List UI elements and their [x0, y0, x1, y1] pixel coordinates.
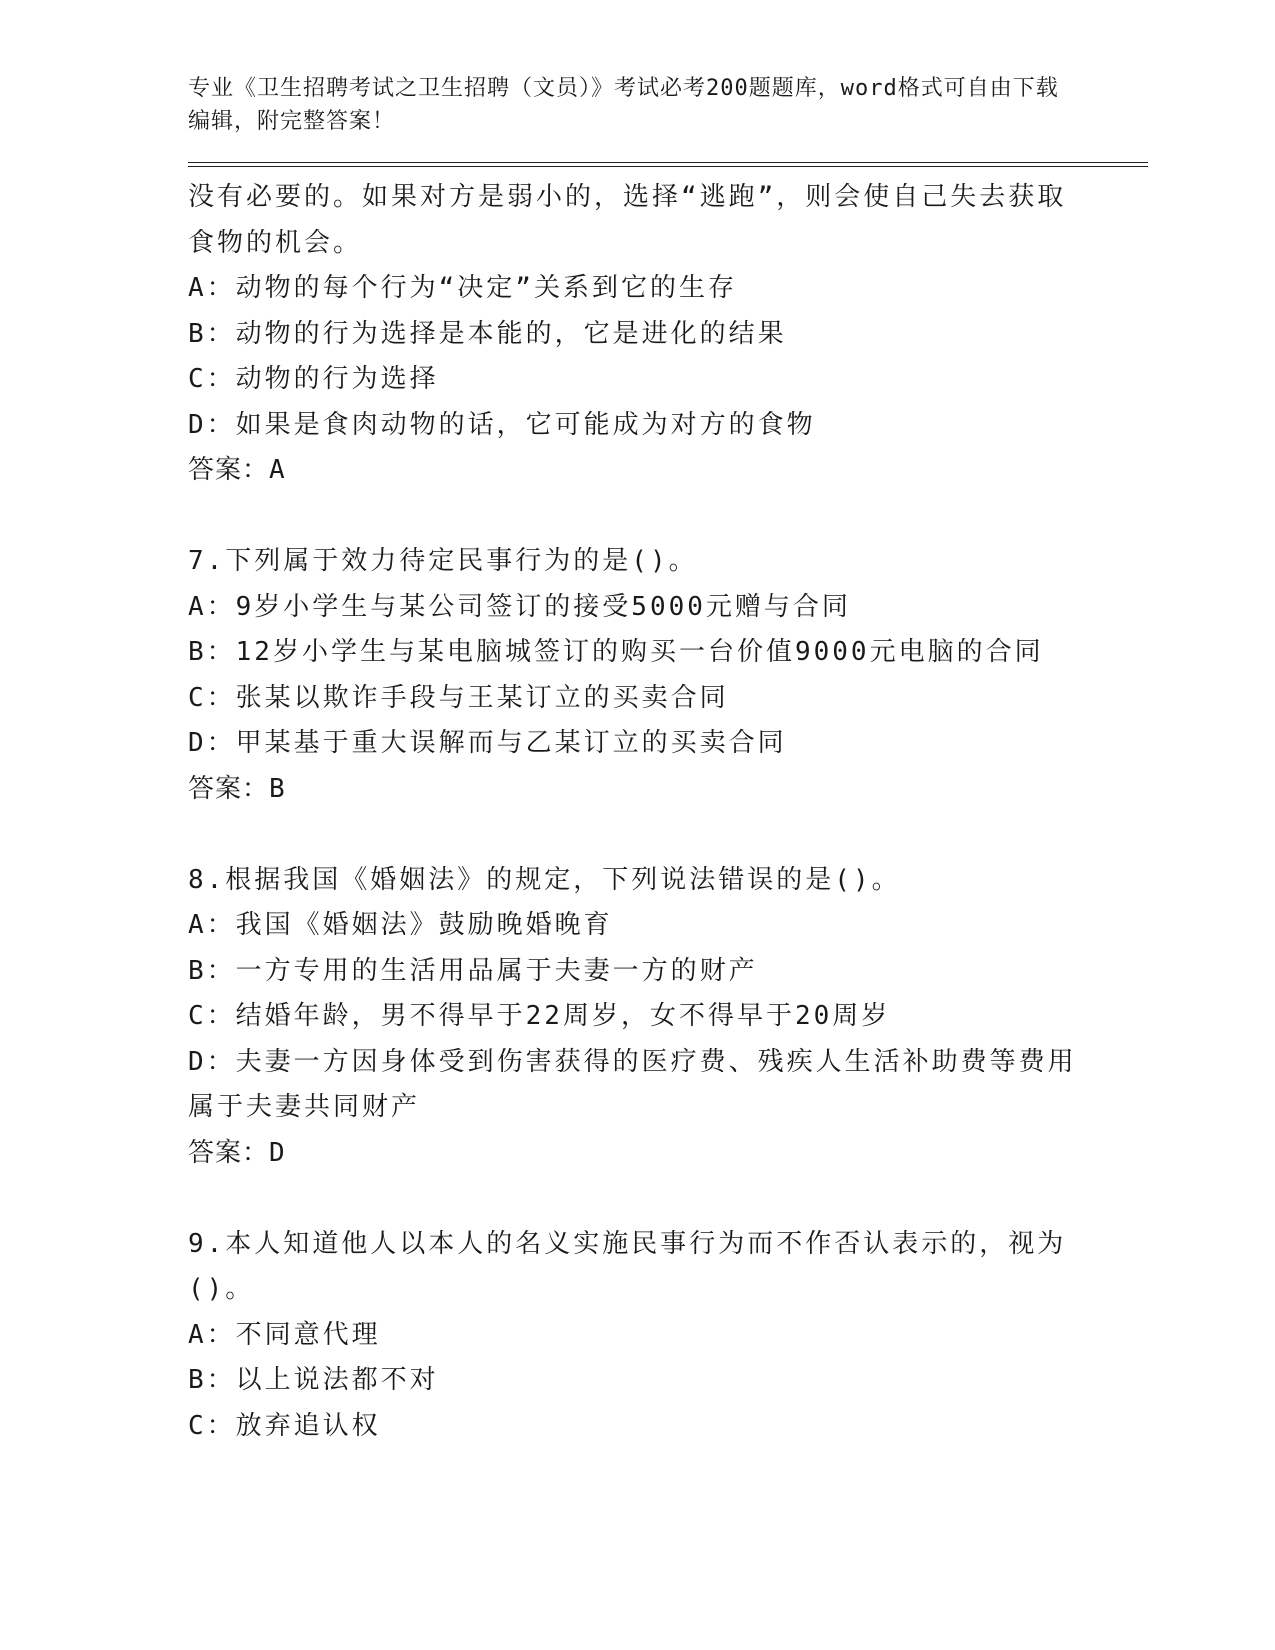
- spacer: [188, 1176, 1148, 1222]
- option-d: D：如果是食肉动物的话，它可能成为对方的食物: [188, 409, 816, 440]
- option-d: D：甲某基于重大误解而与乙某订立的买卖合同: [188, 728, 787, 758]
- option-b: B：以上说法都不对: [188, 1365, 439, 1395]
- option-b: B：一方专用的生活用品属于夫妻一方的财产: [188, 955, 758, 986]
- option-a: A：不同意代理: [188, 1319, 381, 1350]
- answer-value: B: [269, 773, 287, 804]
- answer-line: [188, 767, 1148, 813]
- option-a: A：我国《婚姻法》鼓励晚婚晚育: [188, 910, 613, 940]
- question-block-6: [188, 175, 1148, 494]
- document-header: 专业《卫生招聘考试之卫生招聘（文员）》考试必考200题题库，word格式可自由下载编辑，附完整答案！: [188, 76, 1059, 134]
- spacer: [188, 494, 1148, 540]
- option-c: C：放弃追认权: [188, 1410, 381, 1441]
- option-a: A：动物的每个行为“决定”关系到它的生存: [188, 273, 737, 303]
- question-stem: 8.根据我国《婚姻法》的规定，下列说法错误的是()。: [188, 864, 901, 895]
- option-a: A：9岁小学生与某公司签订的接受5000元赠与合同: [188, 591, 851, 622]
- option-d: D：夫妻一方因身体受到伤害获得的医疗费、残疾人生活补助费等费用属于夫妻共同财产: [188, 1046, 1077, 1122]
- option-c: C：张某以欺诈手段与王某订立的买卖合同: [188, 682, 729, 713]
- question-stem: 9.本人知道他人以本人的名义实施民事行为而不作否认表示的，视为()。: [188, 1228, 1067, 1304]
- answer-line: [188, 448, 1148, 494]
- answer-value: A: [269, 455, 287, 485]
- spacer: [188, 812, 1148, 858]
- question-list: [188, 175, 1148, 1449]
- question-block-7: [188, 539, 1148, 812]
- header-divider: [188, 162, 1148, 167]
- option-b: B：动物的行为选择是本能的，它是进化的结果: [188, 318, 787, 349]
- question-block-9: [188, 1222, 1148, 1450]
- option-c: C：动物的行为选择: [188, 364, 439, 394]
- question-block-8: [188, 858, 1148, 1177]
- option-c: C：结婚年龄，男不得早于22周岁，女不得早于20周岁: [188, 1001, 891, 1031]
- answer-line: [188, 1131, 1148, 1177]
- question-stem: 7.下列属于效力待定民事行为的是()。: [188, 546, 698, 576]
- question-stem-continuation: 没有必要的。如果对方是弱小的，选择“逃跑”，则会使自己失去获取食物的机会。: [188, 182, 1067, 258]
- document-page: [188, 72, 1148, 1449]
- answer-label: 答案：: [188, 1137, 270, 1168]
- answer-label: 答案：: [188, 455, 270, 485]
- answer-label: 答案：: [188, 773, 270, 804]
- option-b: B：12岁小学生与某电脑城签订的购买一台价值9000元电脑的合同: [188, 637, 1044, 667]
- answer-value: D: [269, 1137, 287, 1168]
